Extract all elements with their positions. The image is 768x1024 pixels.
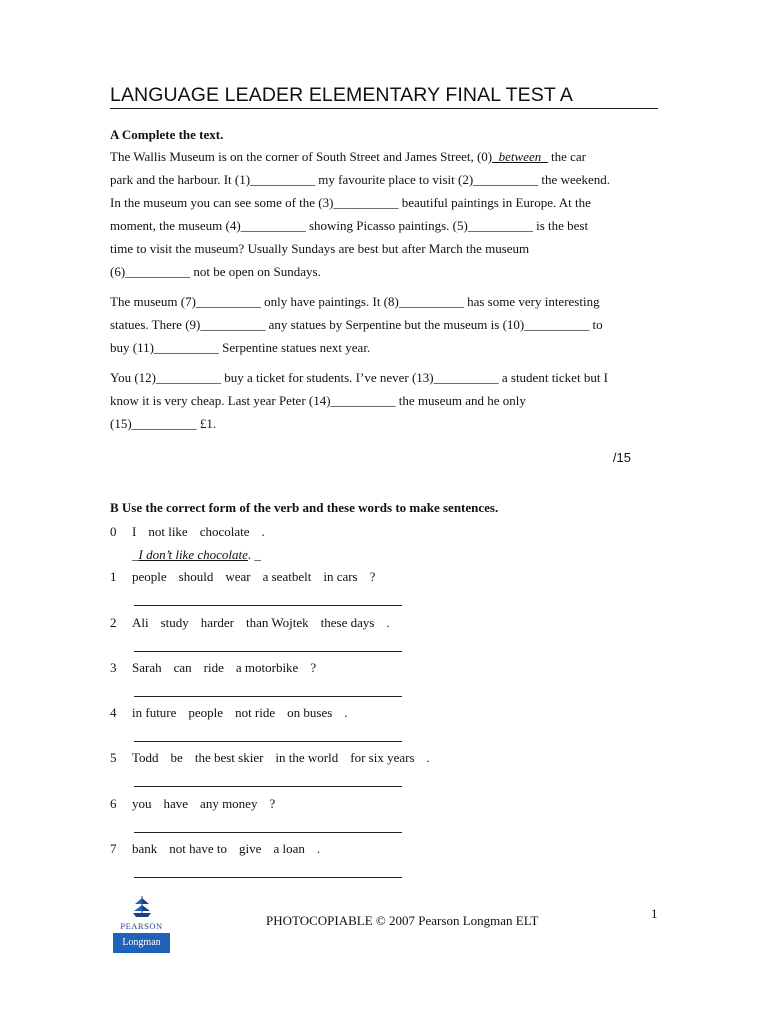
prompt-word: not ride bbox=[235, 705, 276, 721]
prompt-word: people bbox=[132, 569, 167, 585]
prompt-word: have bbox=[163, 795, 189, 811]
logo-pearson-text: PEARSON bbox=[120, 921, 163, 931]
section-b-items bbox=[110, 523, 658, 885]
prompt-word: chocolate bbox=[199, 524, 250, 539]
answer-line[interactable] bbox=[134, 877, 402, 878]
prompt-words bbox=[132, 705, 360, 721]
text-line bbox=[110, 366, 658, 389]
prompt-word: . bbox=[426, 750, 430, 766]
prompt-word: you bbox=[132, 795, 152, 811]
logo-longman-box bbox=[113, 933, 170, 953]
prompt-word: ride bbox=[203, 659, 224, 675]
item-number: 6 bbox=[110, 795, 117, 811]
prompt-word: should bbox=[178, 569, 214, 585]
exercise-item bbox=[110, 614, 658, 659]
prompt-word: any money bbox=[200, 795, 258, 811]
answer-line[interactable] bbox=[134, 786, 402, 787]
prompt-word: ? bbox=[269, 795, 276, 811]
text-segment: buy (11)__________ Serpentine statues next year. bbox=[110, 340, 371, 355]
section-a-heading: A Complete the text. bbox=[110, 127, 224, 142]
prompt-word: ? bbox=[310, 659, 317, 675]
text-line bbox=[110, 214, 658, 237]
text-segment: park and the harbour. It (1)__________ my favourite place to visit (2)__________ the weekend. bbox=[110, 172, 611, 187]
answer-line[interactable] bbox=[134, 832, 402, 833]
answer-line[interactable] bbox=[134, 605, 402, 606]
answer-line[interactable] bbox=[134, 741, 402, 742]
prompt-word: . bbox=[386, 614, 390, 630]
exercise-item bbox=[110, 523, 658, 568]
item-number: 3 bbox=[110, 659, 117, 675]
prompt-words bbox=[132, 660, 328, 676]
exercise-item bbox=[110, 795, 658, 840]
answer-line[interactable] bbox=[134, 651, 402, 652]
pearson-longman-logo bbox=[113, 895, 170, 955]
prompt-word: study bbox=[160, 614, 189, 630]
prompt-word: I bbox=[132, 524, 137, 539]
text-line bbox=[110, 412, 658, 435]
exercise-item bbox=[110, 568, 658, 613]
prompt-word: a loan bbox=[273, 841, 305, 857]
answer-underscore: _ bbox=[132, 547, 139, 562]
prompt-word: wear bbox=[225, 569, 251, 585]
prompt-word: . bbox=[316, 841, 321, 857]
text-segment: (15)__________ £1. bbox=[110, 416, 217, 431]
answer-text: I don’t like chocolate bbox=[138, 547, 248, 562]
prompt-words bbox=[132, 750, 442, 766]
answer-underscore: . _ bbox=[247, 547, 261, 562]
text-line bbox=[110, 313, 658, 336]
text-segment: The museum (7)__________ only have paintings. It (8)__________ has some very interesting bbox=[110, 294, 600, 309]
text-paragraph bbox=[110, 145, 658, 283]
prompt-word: harder bbox=[200, 614, 234, 630]
text-segment: (6)__________ not be open on Sundays. bbox=[110, 264, 321, 279]
text-segment: The Wallis Museum is on the corner of South Street and James Street, (0) bbox=[110, 149, 493, 164]
section-a-text bbox=[110, 145, 658, 435]
pearson-ship-icon bbox=[131, 895, 153, 919]
item-number: 5 bbox=[110, 750, 117, 766]
prompt-words bbox=[132, 796, 287, 812]
prompt-word: can bbox=[173, 659, 192, 675]
item-number: 1 bbox=[110, 569, 117, 585]
text-line bbox=[110, 260, 658, 283]
text-segment: time to visit the museum? Usually Sundays are best but after March the museum bbox=[110, 241, 530, 256]
prompt-word: Todd bbox=[132, 750, 159, 766]
prompt-word: in cars bbox=[323, 569, 358, 585]
prompt-word: not like bbox=[148, 524, 188, 539]
text-line bbox=[110, 290, 658, 313]
prompt-words bbox=[132, 569, 387, 585]
prompt-word: ? bbox=[369, 569, 376, 585]
text-paragraph bbox=[110, 366, 658, 435]
example-sentence bbox=[132, 547, 261, 563]
text-segment: statues. There (9)__________ any statues by Serpentine but the museum is (10)__________ to bbox=[110, 317, 603, 332]
prompt-word: a motorbike bbox=[235, 659, 299, 675]
prompt-word: a seatbelt bbox=[262, 569, 312, 585]
prompt-word: . bbox=[344, 705, 348, 721]
text-line bbox=[110, 191, 658, 214]
example-answer: _between_ bbox=[492, 149, 548, 164]
prompt-words bbox=[132, 841, 332, 857]
prompt-word: . bbox=[261, 524, 265, 539]
exercise-item bbox=[110, 749, 658, 794]
text-segment: moment, the museum (4)__________ showing Picasso paintings. (5)__________ is the best bbox=[110, 218, 589, 233]
answer-line[interactable] bbox=[134, 696, 402, 697]
item-number: 7 bbox=[110, 841, 117, 857]
prompt-word: for six years bbox=[350, 750, 415, 766]
prompt-word: in the world bbox=[275, 750, 339, 766]
item-number: 2 bbox=[110, 614, 117, 630]
text-segment: know it is very cheap. Last year Peter (14)__________ the museum and he only bbox=[110, 393, 526, 408]
section-a-score: /15 bbox=[612, 450, 631, 465]
exercise-item bbox=[110, 840, 658, 885]
text-segment: In the museum you can see some of the (3)__________ beautiful paintings in Europe. At the bbox=[110, 195, 591, 210]
text-segment: You (12)__________ buy a ticket for students. I’ve never (13)__________ a student ticket but I bbox=[110, 370, 609, 385]
item-number: 0 bbox=[110, 524, 117, 539]
prompt-word: not have to bbox=[169, 841, 228, 857]
prompt-word: be bbox=[170, 750, 183, 766]
section-b-heading: B Use the correct form of the verb and these words to make sentences. bbox=[110, 500, 499, 515]
prompt-word: than Wojtek bbox=[246, 614, 309, 630]
page-title: LANGUAGE LEADER ELEMENTARY FINAL TEST A bbox=[110, 84, 658, 109]
prompt-word: the best skier bbox=[194, 750, 264, 766]
prompt-word: bank bbox=[132, 841, 158, 857]
footer-copyright: PHOTOCOPIABLE © 2007 Pearson Longman ELT bbox=[266, 913, 539, 928]
page-number: 1 bbox=[651, 906, 658, 921]
prompt-word: these days bbox=[320, 614, 375, 630]
text-line bbox=[110, 145, 658, 168]
text-segment: the car bbox=[547, 149, 586, 164]
logo-longman-text: Longman bbox=[122, 937, 161, 948]
text-line bbox=[110, 389, 658, 412]
prompt-word: in future bbox=[132, 705, 177, 721]
prompt-word: Sarah bbox=[132, 659, 162, 675]
prompt-words bbox=[132, 615, 402, 631]
item-number: 4 bbox=[110, 705, 117, 721]
exercise-item bbox=[110, 659, 658, 704]
prompt-word: on buses bbox=[287, 705, 333, 721]
text-line bbox=[110, 168, 658, 191]
prompt-word: give bbox=[239, 841, 262, 857]
text-paragraph bbox=[110, 290, 658, 359]
text-line bbox=[110, 237, 658, 260]
text-line bbox=[110, 336, 658, 359]
prompt-word: Ali bbox=[132, 614, 149, 630]
prompt-words bbox=[132, 524, 277, 540]
worksheet bbox=[110, 84, 658, 885]
exercise-item bbox=[110, 704, 658, 749]
prompt-word: people bbox=[188, 705, 224, 721]
